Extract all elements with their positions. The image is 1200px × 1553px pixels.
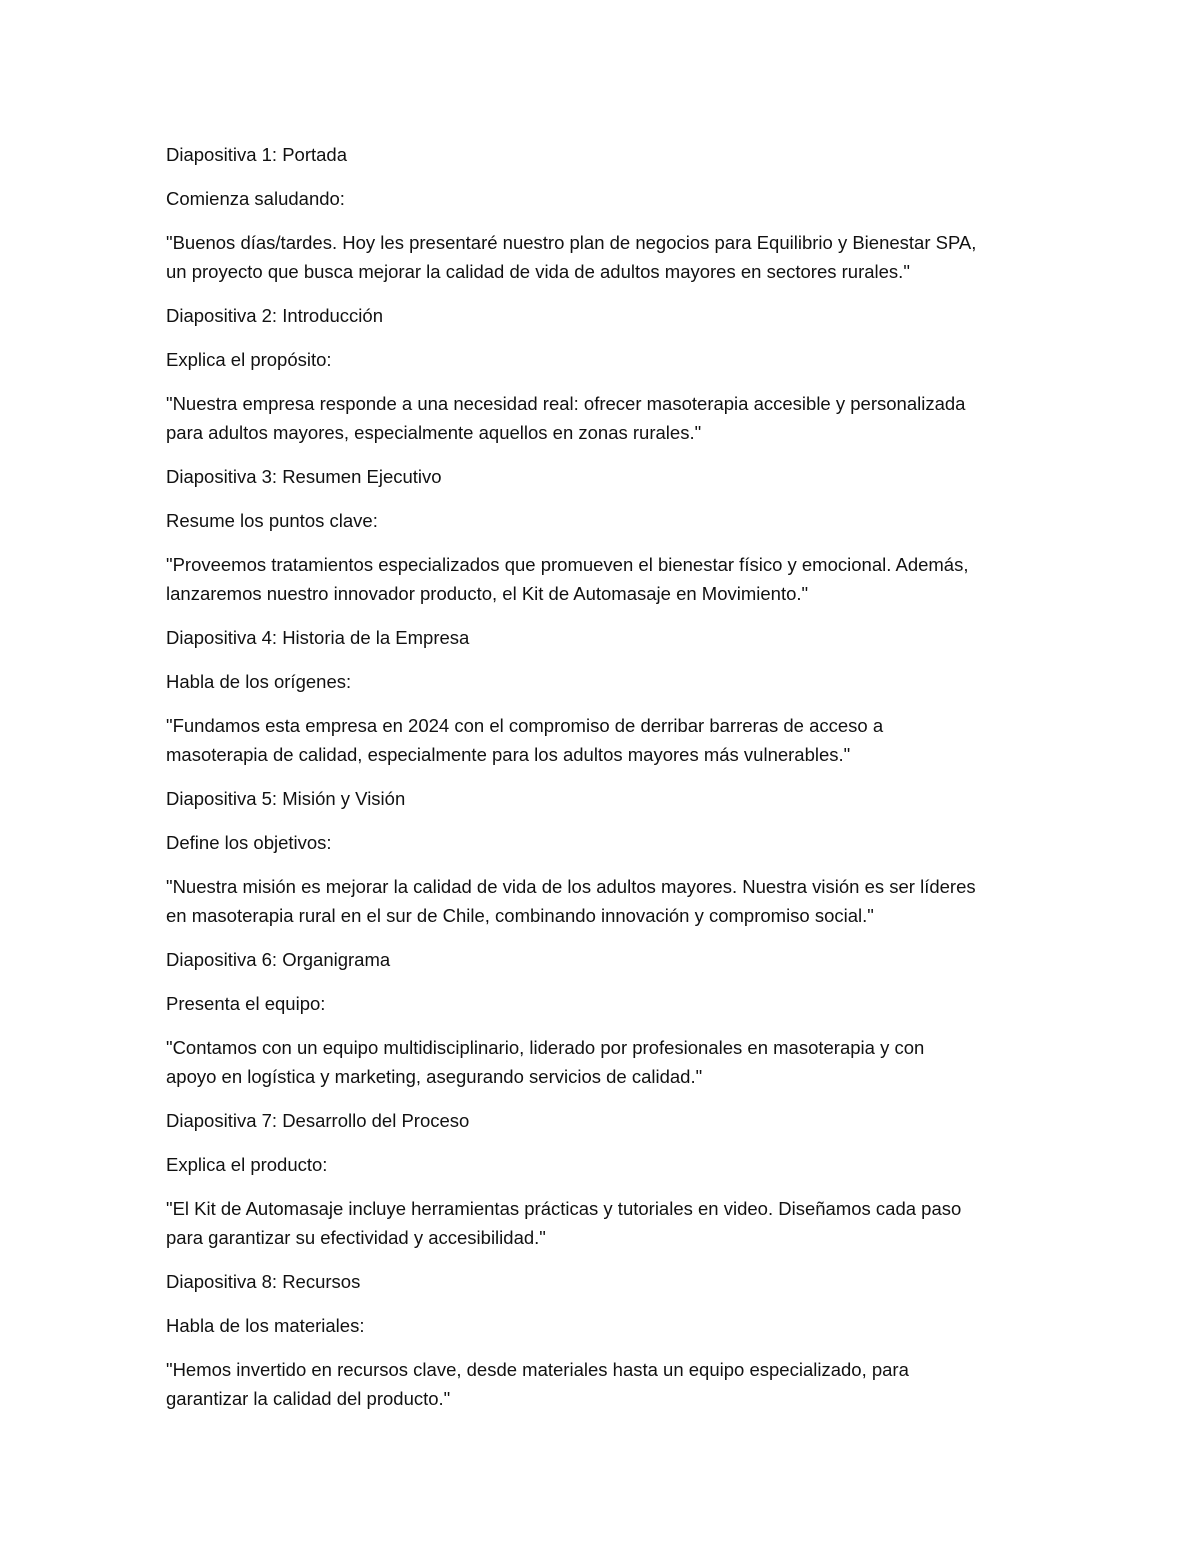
speech-quote (166, 550, 1046, 608)
quote-line: "Contamos con un equipo multidisciplinario, liderado por profesionales en masoterapia y con (166, 1037, 925, 1058)
slide-section-6 (166, 945, 1046, 1091)
speaker-cue: Explica el producto: (166, 1154, 328, 1175)
speech-quote (166, 228, 1046, 286)
quote-line: "El Kit de Automasaje incluye herramientas prácticas y tutoriales en video. Diseñamos cada paso (166, 1198, 962, 1219)
slide-title: Diapositiva 5: Misión y Visión (166, 788, 406, 809)
quote-line: "Hemos invertido en recursos clave, desde materiales hasta un equipo especializado, para (166, 1359, 909, 1380)
speaker-cue: Resume los puntos clave: (166, 510, 378, 531)
speaker-cue: Presenta el equipo: (166, 993, 326, 1014)
slide-title: Diapositiva 1: Portada (166, 144, 347, 165)
speech-quote (166, 389, 1046, 447)
slide-section-2 (166, 301, 1046, 447)
slide-section-4 (166, 623, 1046, 769)
speech-quote (166, 711, 1046, 769)
slide-title: Diapositiva 8: Recursos (166, 1271, 361, 1292)
quote-line: "Buenos días/tardes. Hoy les presentaré nuestro plan de negocios para Equilibrio y Bienestar SPA, (166, 232, 977, 253)
slide-title: Diapositiva 3: Resumen Ejecutivo (166, 466, 442, 487)
slide-section-1 (166, 140, 1046, 286)
quote-line: lanzaremos nuestro innovador producto, el Kit de Automasaje en Movimiento." (166, 583, 809, 604)
quote-line: "Nuestra empresa responde a una necesidad real: ofrecer masoterapia accesible y personalizada (166, 393, 966, 414)
speech-quote (166, 1355, 1046, 1413)
slide-title: Diapositiva 6: Organigrama (166, 949, 391, 970)
slide-section-8 (166, 1267, 1046, 1413)
quote-line: "Proveemos tratamientos especializados que promueven el bienestar físico y emocional. Además, (166, 554, 969, 575)
quote-line: un proyecto que busca mejorar la calidad de vida de adultos mayores en sectores rurales." (166, 261, 910, 282)
document-body (166, 140, 1046, 1428)
slide-title: Diapositiva 4: Historia de la Empresa (166, 627, 470, 648)
slide-section-5 (166, 784, 1046, 930)
quote-line: en masoterapia rural en el sur de Chile, combinando innovación y compromiso social." (166, 905, 874, 926)
speaker-cue: Explica el propósito: (166, 349, 332, 370)
quote-line: "Fundamos esta empresa en 2024 con el compromiso de derribar barreras de acceso a (166, 715, 884, 736)
quote-line: para adultos mayores, especialmente aquellos en zonas rurales." (166, 422, 702, 443)
quote-line: masoterapia de calidad, especialmente para los adultos mayores más vulnerables." (166, 744, 851, 765)
speech-quote (166, 1194, 1046, 1252)
speech-quote (166, 872, 1046, 930)
quote-line: garantizar la calidad del producto." (166, 1388, 451, 1409)
quote-line: para garantizar su efectividad y accesibilidad." (166, 1227, 546, 1248)
slide-title: Diapositiva 2: Introducción (166, 305, 383, 326)
speaker-cue: Habla de los orígenes: (166, 671, 352, 692)
speaker-cue: Define los objetivos: (166, 832, 332, 853)
speaker-cue: Habla de los materiales: (166, 1315, 365, 1336)
slide-section-7 (166, 1106, 1046, 1252)
slide-title: Diapositiva 7: Desarrollo del Proceso (166, 1110, 470, 1131)
slide-section-3 (166, 462, 1046, 608)
quote-line: apoyo en logística y marketing, asegurando servicios de calidad." (166, 1066, 703, 1087)
speech-quote (166, 1033, 1046, 1091)
quote-line: "Nuestra misión es mejorar la calidad de vida de los adultos mayores. Nuestra visión es ser líderes (166, 876, 976, 897)
speaker-cue: Comienza saludando: (166, 188, 345, 209)
